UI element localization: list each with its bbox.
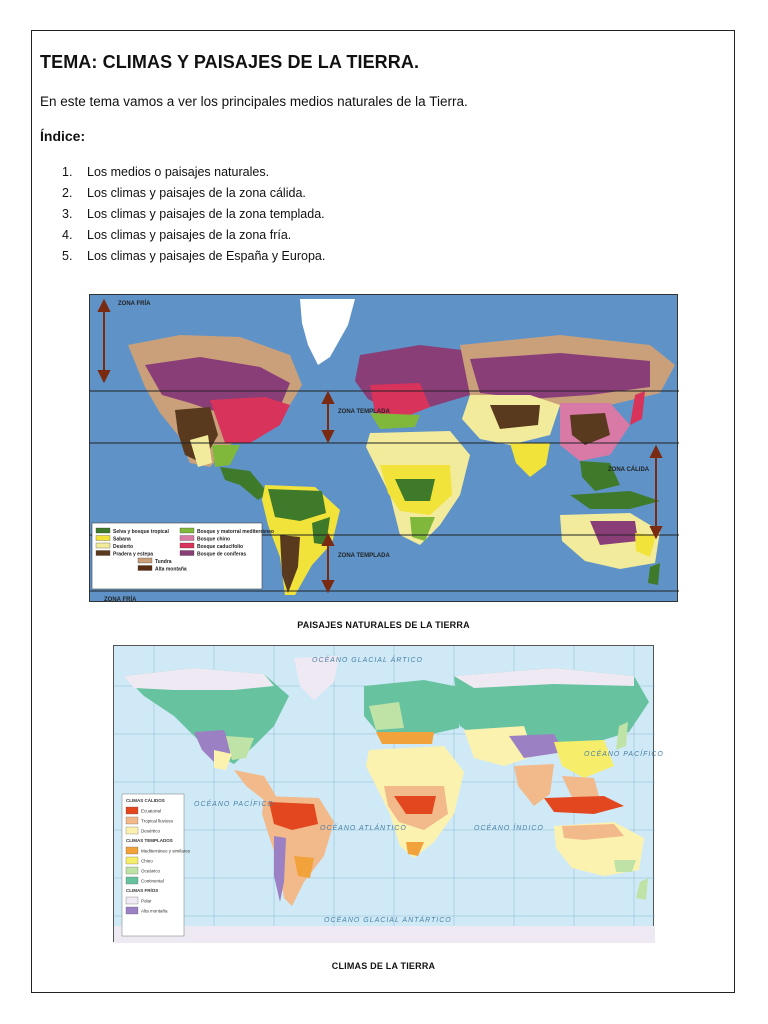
list-item: 4. Los climas y paisajes de la zona fría. xyxy=(62,228,292,242)
ocean-label-pacific-right: OCÉANO PACÍFICO xyxy=(584,751,664,758)
legend-swatch xyxy=(180,528,194,533)
ocean-label-pacific-left: OCÉANO PACÍFICO xyxy=(194,801,274,808)
legend-swatch xyxy=(180,543,194,548)
legend-label: Desierto xyxy=(113,544,134,550)
legend-label: Mediterráneo y similares xyxy=(141,848,191,854)
legend-swatch xyxy=(138,566,152,571)
list-item: 2. Los climas y paisajes de la zona cálida. xyxy=(62,186,306,200)
list-item: 5. Los climas y paisajes de España y Europa. xyxy=(62,249,326,263)
ocean-label-antarctic: OCÉANO GLACIAL ANTÁRTICO xyxy=(324,917,452,924)
legend-label: Ecuatorial xyxy=(141,808,162,814)
legend-label: Tundra xyxy=(155,559,172,565)
legend-swatch xyxy=(126,807,138,814)
legend-swatch xyxy=(96,543,110,548)
landscapes-map-caption: PAISAJES NATURALES DE LA TIERRA xyxy=(297,620,470,630)
legend-swatch xyxy=(126,847,138,854)
legend-label: Bosque y matorral mediterráneo xyxy=(197,529,274,535)
legend-swatch xyxy=(126,817,138,824)
legend-label: Oceánico xyxy=(141,868,161,874)
list-item: 3. Los climas y paisajes de la zona templada. xyxy=(62,207,325,221)
legend-label: Selva y bosque tropical xyxy=(113,529,169,535)
ocean-label-indian: OCÉANO ÍNDICO xyxy=(474,825,544,832)
climates-legend xyxy=(122,794,191,936)
intro-text: En este tema vamos a ver los principales medios naturales de la Tierra. xyxy=(40,94,468,109)
legend-swatch xyxy=(126,907,138,914)
legend-label: Polar xyxy=(141,898,152,904)
zone-label-cold-top: ZONA FRÍA xyxy=(118,301,151,307)
landscapes-map xyxy=(89,294,678,602)
legend-swatch xyxy=(126,827,138,834)
landscapes-map-svg xyxy=(90,295,679,603)
legend-label: Bosque chino xyxy=(197,536,231,543)
climates-map xyxy=(113,645,664,942)
landscapes-legend xyxy=(92,523,274,589)
ocean-label-arctic: OCÉANO GLACIAL ÁRTICO xyxy=(312,657,423,664)
zone-label-temperate-top: ZONA TEMPLADA xyxy=(338,409,390,415)
legend-swatch xyxy=(96,528,110,533)
climates-map-svg xyxy=(114,646,664,943)
legend-group-title: CLIMAS CÁLIDOS xyxy=(126,798,165,803)
legend-swatch xyxy=(96,536,110,541)
index-list xyxy=(62,163,325,268)
legend-label: Bosque caducifolio xyxy=(197,544,244,550)
legend-label: Pradera y estepa xyxy=(113,551,154,558)
legend-swatch xyxy=(126,867,138,874)
zone-label-warm: ZONA CÁLIDA xyxy=(608,467,650,473)
legend-group-title: CLIMAS TEMPLADOS xyxy=(126,838,173,843)
zone-label-cold-bottom: ZONA FRÍA xyxy=(104,597,137,603)
legend-label: Desértico xyxy=(141,828,161,834)
legend-swatch xyxy=(126,857,138,864)
legend-label: Chino xyxy=(141,858,153,864)
legend-swatch xyxy=(126,877,138,884)
legend-swatch xyxy=(126,897,138,904)
page-title: TEMA: CLIMAS Y PAISAJES DE LA TIERRA. xyxy=(40,52,420,72)
list-item: 1. Los medios o paisajes naturales. xyxy=(62,165,270,179)
legend-label: Continental xyxy=(141,878,164,884)
legend-label: Alta montaña xyxy=(155,566,187,573)
index-heading: Índice: xyxy=(40,128,86,144)
ocean-label-atlantic: OCÉANO ATLÁNTICO xyxy=(320,825,407,832)
legend-swatch xyxy=(180,551,194,556)
climates-map-caption: CLIMAS DE LA TIERRA xyxy=(331,961,436,971)
legend-swatch xyxy=(180,536,194,541)
legend-swatch xyxy=(138,558,152,563)
legend-swatch xyxy=(96,551,110,556)
legend-label: Sabana xyxy=(113,536,131,543)
legend-label: Tropical lluvioso xyxy=(141,818,174,824)
legend-label: Alta montaña xyxy=(141,908,168,914)
legend-label: Bosque de coníferas xyxy=(197,551,247,558)
zone-label-temperate-bottom: ZONA TEMPLADA xyxy=(338,553,390,559)
legend-group-title: CLIMAS FRÍOS xyxy=(126,888,159,893)
